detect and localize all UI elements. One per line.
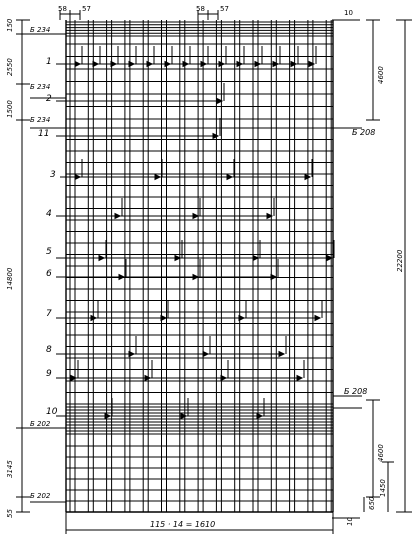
dim-top-58-left: 58 [58,5,67,13]
leader-1-arrow [219,62,224,67]
leader-9-arrow [145,376,150,381]
leader-1-arrow [291,62,296,67]
dim-top-57-mid: 57 [220,5,229,13]
dim-top-57-left: 57 [82,5,91,13]
bar-mark-b202-upper: Б 202 [30,420,51,428]
leader-5-arrow [175,256,180,261]
position-label-11: 11 [38,129,50,139]
position-label-2: 2 [46,94,52,104]
position-label-5: 5 [46,247,52,257]
leader-4-arrow [193,214,198,219]
leader-4-arrow [115,214,120,219]
dim-right-4600-upper: 4600 [377,66,385,84]
leader-1-arrow [129,62,134,67]
dim-left-1500: 1500 [6,100,14,118]
leader-6-arrow [193,275,198,280]
bar-mark-b208-lower: Б 208 [344,387,368,396]
leader-7-arrow [91,316,96,321]
dim-top-edge: 10 [344,9,353,17]
dim-left-55: 55 [6,509,14,518]
dim-right-edge: 10 [346,517,354,526]
leader-1-arrow [93,62,98,67]
leader-10-arrow [105,414,110,419]
leader-8-arrow [129,352,134,357]
leader-3-arrow [155,175,160,180]
leader-7-arrow [161,316,166,321]
leader-3-arrow [227,175,232,180]
position-leaders [56,46,334,419]
leader-1-arrow [255,62,260,67]
leader-3-arrow [305,175,310,180]
leader-9-arrow [221,376,226,381]
dim-bottom-total: 115 · 14 = 1610 [150,520,216,529]
position-label-3: 3 [50,170,56,180]
leader-7-arrow [239,316,244,321]
leader-6-arrow [271,275,276,280]
leader-1-arrow [165,62,170,67]
leader-6-arrow [119,275,124,280]
position-label-6: 6 [46,269,52,279]
bar-mark-b234-2: Б 234 [30,83,51,91]
leader-1-arrow [273,62,278,67]
dim-left-2550: 2550 [6,58,14,76]
dim-left-3145: 3145 [6,460,14,478]
leader-1-arrow [237,62,242,67]
leader-8-arrow [203,352,208,357]
leader-7-arrow [315,316,320,321]
leader-11-arrow [213,134,218,139]
leader-5-arrow [253,256,258,261]
position-label-7: 7 [46,309,52,319]
leader-5-arrow [99,256,104,261]
leader-10-arrow [257,414,262,419]
dim-left-14800: 14800 [6,267,14,290]
dim-top-58-mid: 58 [196,5,205,13]
position-label-4: 4 [46,209,52,219]
leader-9-arrow [297,376,302,381]
position-label-8: 8 [46,345,52,355]
dim-right-650: 650 [368,496,376,510]
leader-1-arrow [147,62,152,67]
position-label-9: 9 [46,369,52,379]
bar-mark-b208-upper: Б 208 [352,128,376,137]
bar-mark-b202-lower: Б 202 [30,492,51,500]
dim-left-150: 150 [6,18,14,32]
dim-right-4600-lower: 4600 [377,444,385,462]
leader-1-arrow [201,62,206,67]
leader-1-arrow [75,62,80,67]
position-label-10: 10 [46,407,58,417]
position-label-1: 1 [46,57,52,67]
bar-mark-b234-1: Б 234 [30,26,51,34]
leader-1-arrow [111,62,116,67]
bar-mark-b234-3: Б 234 [30,116,51,124]
dim-right-1450: 1450 [379,479,387,497]
leader-8-arrow [279,352,284,357]
leader-3-arrow [75,175,80,180]
leader-1-arrow [183,62,188,67]
dim-right-22200: 22200 [396,249,404,272]
